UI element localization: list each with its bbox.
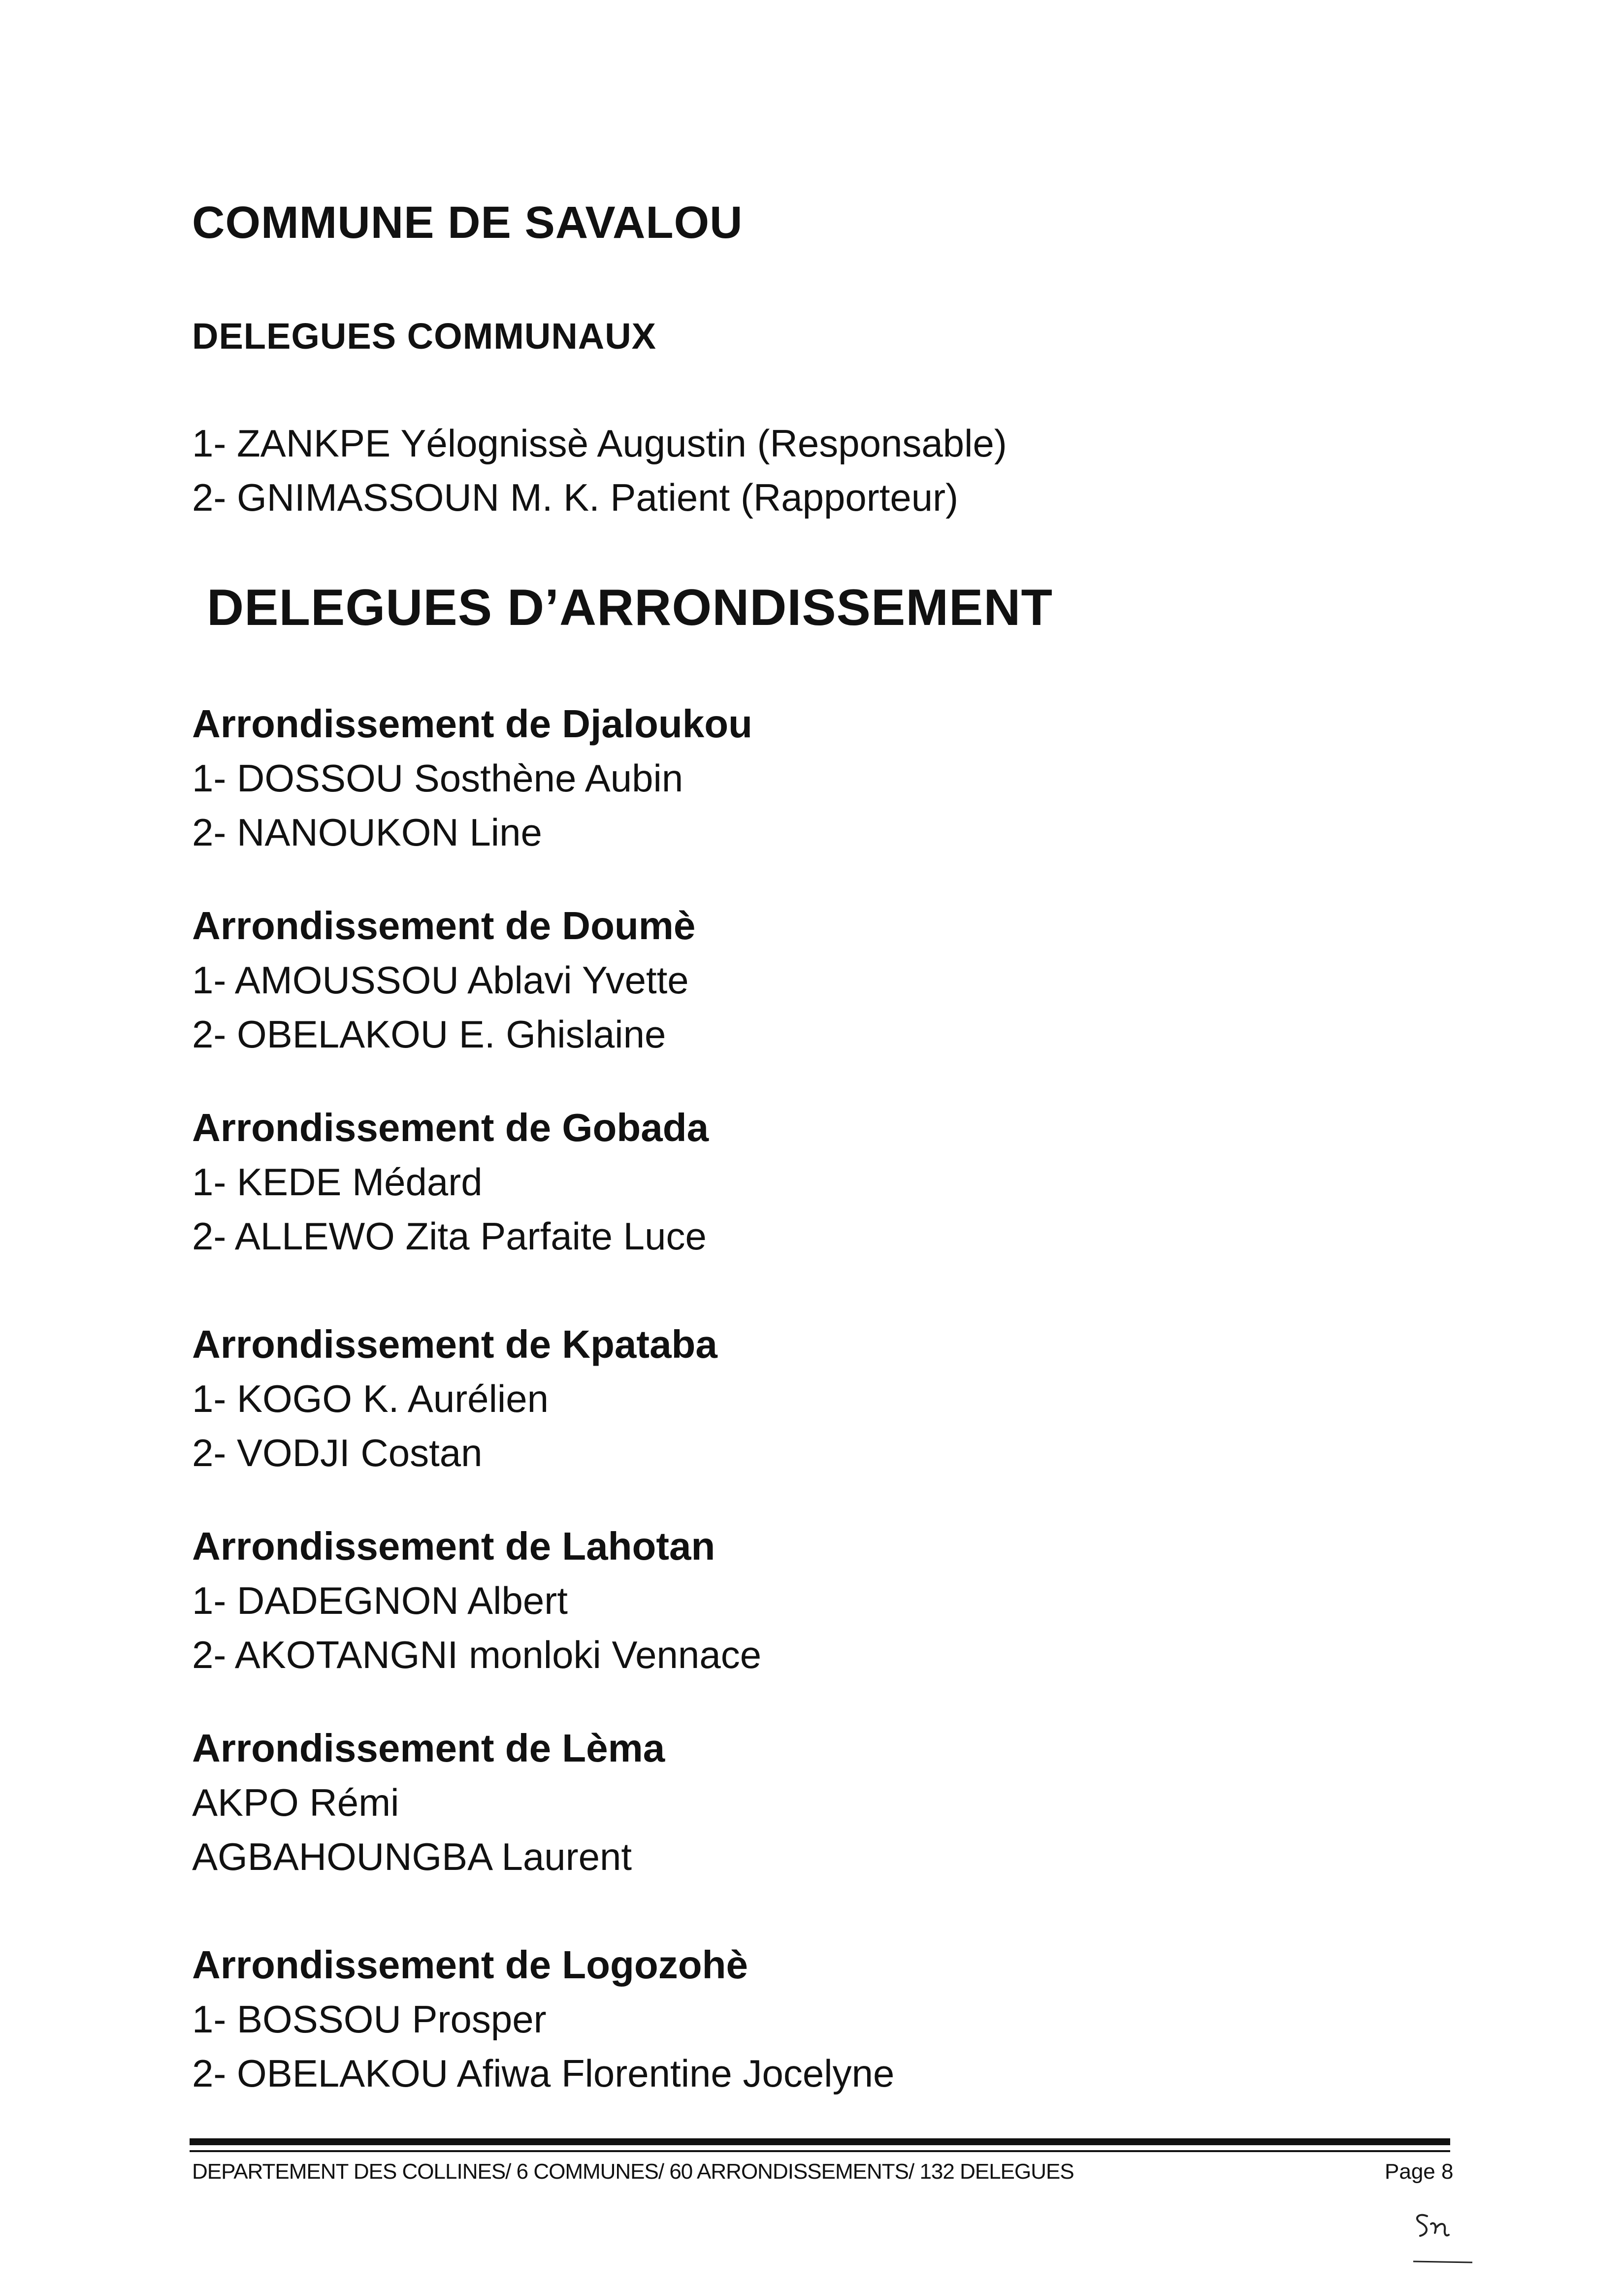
handwritten-initials-signature: [1398, 2201, 1477, 2270]
item-number: 2-: [192, 1013, 227, 1056]
list-item: [192, 1426, 717, 1480]
list-item: [192, 470, 1007, 524]
delegate-name: ALLEWO Zita Parfaite Luce: [234, 1214, 707, 1258]
item-number: 1-: [192, 1377, 227, 1420]
item-number: 2-: [192, 1214, 227, 1258]
arrondissement-heading: Arrondissement de Djaloukou: [192, 702, 752, 746]
footer-rule-thin: [190, 2150, 1450, 2152]
item-number: 1-: [192, 422, 227, 465]
list-item: [192, 1007, 695, 1061]
item-number: 2-: [192, 476, 227, 519]
item-number: 1-: [192, 958, 227, 1002]
list-item: [192, 1372, 717, 1426]
page-number: Page 8: [1385, 2159, 1454, 2184]
delegate-name: OBELAKOU E. Ghislaine: [237, 1013, 666, 1056]
delegate-name: OBELAKOU Afiwa Florentine Jocelyne: [237, 2052, 895, 2095]
item-number: 1-: [192, 756, 227, 800]
list-item: [192, 805, 752, 859]
arrondissement-section: [192, 1101, 709, 1263]
arrondissement-heading: Arrondissement de Doumè: [192, 904, 696, 948]
delegate-name: GNIMASSOUN M. K. Patient (Rapporteur): [237, 476, 959, 519]
delegate-name: AMOUSSOU Ablavi Yvette: [234, 958, 689, 1002]
delegate-name: KOGO K. Aurélien: [237, 1377, 549, 1420]
delegate-name: AKPO Rémi: [192, 1781, 399, 1824]
commune-title: COMMUNE DE SAVALOU: [192, 197, 743, 248]
item-number: 2-: [192, 1431, 227, 1474]
list-item: [192, 1573, 761, 1628]
delegate-name: DADEGNON Albert: [237, 1579, 568, 1622]
communal-delegates-list: [192, 416, 1007, 524]
communal-delegates-title: DELEGUES COMMUNAUX: [192, 316, 657, 357]
list-item: [192, 1830, 665, 1884]
list-item: [192, 1628, 761, 1682]
delegate-name: AKOTANGNI monloki Vennace: [234, 1633, 762, 1676]
item-number: 1-: [192, 1997, 227, 2041]
item-number: 2-: [192, 1633, 227, 1676]
arrondissement-heading: Arrondissement de Gobada: [192, 1106, 709, 1149]
footer-text: DEPARTEMENT DES COLLINES/ 6 COMMUNES/ 60 ARRONDISSEMENTS/ 132 DELEGUES: [192, 2159, 1074, 2184]
list-item: [192, 1992, 894, 2046]
delegate-name: ZANKPE Yélognissè Augustin (Responsable): [237, 422, 1007, 465]
list-item: [192, 751, 752, 805]
list-item: [192, 1775, 665, 1830]
arrondissement-heading: Arrondissement de Logozohè: [192, 1943, 748, 1987]
delegate-name: VODJI Costan: [237, 1431, 483, 1474]
delegate-name: NANOUKON Line: [237, 811, 542, 854]
list-item: [192, 1155, 709, 1209]
item-number: 2-: [192, 811, 227, 854]
item-number: 2-: [192, 2052, 227, 2095]
list-item: [192, 2046, 894, 2100]
list-item: [192, 1209, 709, 1263]
arrondissement-section: [192, 1721, 665, 1884]
item-number: 1-: [192, 1579, 227, 1622]
delegate-name: DOSSOU Sosthène Aubin: [237, 756, 683, 800]
arrondissement-heading: Arrondissement de Lèma: [192, 1726, 665, 1770]
item-number: 1-: [192, 1160, 227, 1204]
arrondissement-heading: Arrondissement de Lahotan: [192, 1524, 715, 1568]
arrondissement-heading: Arrondissement de Kpataba: [192, 1322, 717, 1366]
arrondissement-section: [192, 899, 695, 1061]
arrondissement-delegates-title: DELEGUES D’ARRONDISSEMENT: [207, 579, 1053, 636]
delegate-name: BOSSOU Prosper: [237, 1997, 547, 2041]
arrondissement-section: [192, 697, 752, 859]
arrondissement-section: [192, 1938, 894, 2100]
arrondissement-section: [192, 1519, 761, 1682]
list-item: [192, 416, 1007, 470]
arrondissement-section: [192, 1317, 717, 1480]
delegate-name: AGBAHOUNGBA Laurent: [192, 1835, 632, 1878]
footer-rule: [190, 2138, 1450, 2145]
delegate-name: KEDE Médard: [237, 1160, 483, 1204]
list-item: [192, 953, 695, 1007]
